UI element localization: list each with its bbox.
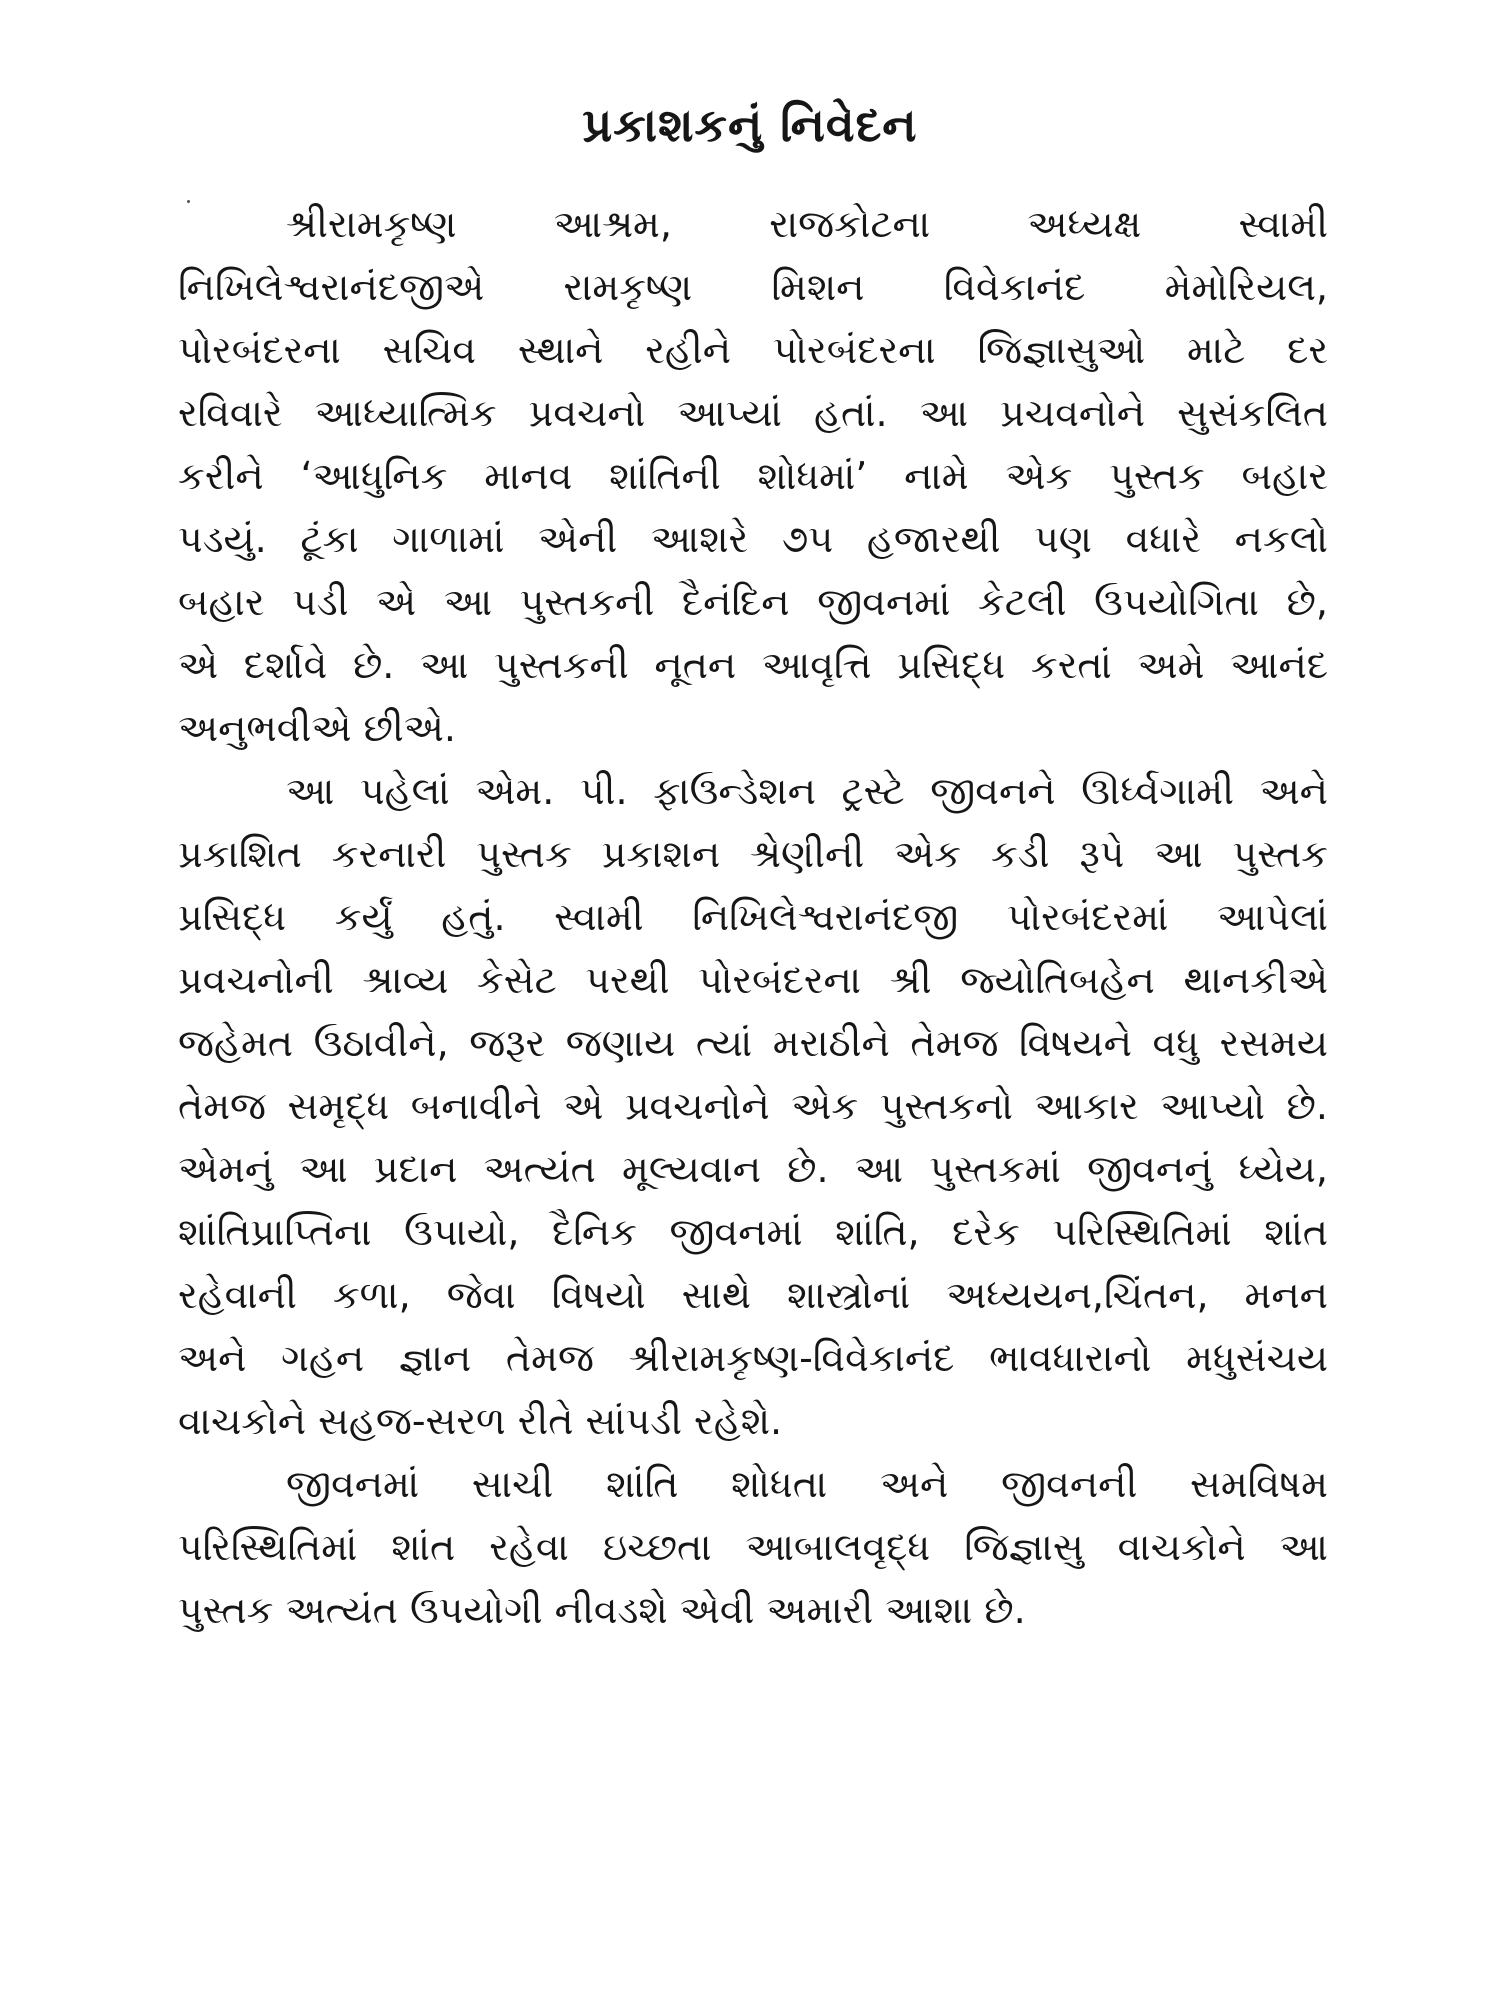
paragraph-1 — [178, 193, 1328, 760]
paragraph-2 — [178, 760, 1328, 1453]
text-line: પુસ્તક અત્યંત ઉપયોગી નીવડશે એવી અમારી આશા છે. — [178, 1588, 1026, 1632]
text-line: એમનું આ પ્રદાન અત્યંત મૂલ્યવાન છે. આ પુસ્તકમાં જીવનનું ધ્યેય, — [178, 1147, 1328, 1191]
text-line: નિખિલેશ્વરાનંદજીએ રામકૃષ્ણ મિશન વિવેકાનંદ મેમોરિયલ, — [178, 265, 1328, 309]
text-line: પડયું. ટૂંકા ગાળામાં એની આશરે ૭૫ હજારથી પણ વધારે નકલો — [178, 517, 1328, 561]
text-line: જીવનમાં સાચી શાંતિ શોધતા અને જીવનની સમવિષમ — [286, 1462, 1328, 1506]
text-line: બહાર પડી એ આ પુસ્તકની દૈનંદિન જીવનમાં કેટલી ઉપયોગિતા છે, — [178, 580, 1328, 624]
text-line: પ્રસિદ્ધ કર્યું હતું. સ્વામી નિખિલેશ્વરાનંદજી પોરબંદરમાં આપેલાં — [178, 895, 1328, 939]
text-line: જહેમત ઉઠાવીને, જરૂર જણાય ત્યાં મરાઠીને તેમજ વિષયને વધુ રસમય — [178, 1021, 1328, 1065]
text-line: પરિસ્થિતિમાં શાંત રહેવા ઇચ્છતા આબાલવૃદ્ધ જિજ્ઞાસુ વાચકોને આ — [178, 1525, 1328, 1569]
text-line: કરીને ‘આધુનિક માનવ શાંતિની શોધમાં’ નામે એક પુસ્તક બહાર — [178, 454, 1328, 498]
text-line: શ્રીરામકૃષ્ણ આશ્રમ, રાજકોટના અધ્યક્ષ સ્વામી — [286, 202, 1328, 246]
text-line: તેમજ સમૃદ્ધ બનાવીને એ પ્રવચનોને એક પુસ્તકનો આકાર આપ્યો છે. — [178, 1084, 1328, 1128]
text-line: રહેવાની કળા, જેવા વિષયો સાથે શાસ્ત્રોનાં અધ્યયન,ચિંતન, મનન — [178, 1273, 1328, 1317]
body-text — [178, 193, 1328, 1642]
page-title: પ્રકાશકનું નિવેદન — [582, 98, 918, 152]
text-line: પ્રકાશિત કરનારી પુસ્તક પ્રકાશન શ્રેણીની એક કડી રૂપે આ પુસ્તક — [178, 832, 1328, 876]
text-line: પોરબંદરના સચિવ સ્થાને રહીને પોરબંદરના જિજ્ઞાસુઓ માટે દર — [178, 328, 1328, 372]
text-line: શાંતિપ્રાપ્તિના ઉપાયો, દૈનિક જીવનમાં શાંતિ, દરેક પરિસ્થિતિમાં શાંત — [178, 1210, 1328, 1254]
text-line: વાચકોને સહજ-સરળ રીતે સાંપડી રહેશે. — [178, 1399, 783, 1443]
text-line: અને ગહન જ્ઞાન તેમજ શ્રીરામકૃષ્ણ-વિવેકાનંદ ભાવધારાનો મધુસંચય — [178, 1336, 1328, 1380]
text-line: રવિવારે આધ્યાત્મિક પ્રવચનો આપ્યાં હતાં. આ પ્રચવનોને સુસંકલિત — [178, 391, 1328, 435]
paragraph-3 — [178, 1453, 1328, 1642]
text-line: આ પહેલાં એમ. પી. ફાઉન્ડેશન ટ્રસ્ટે જીવનને ઊર્ધ્વગામી અને — [286, 769, 1328, 813]
text-line: પ્રવચનોની શ્રાવ્ય કેસેટ પરથી પોરબંદરના શ્રી જ્યોતિબહેન થાનકીએ — [178, 958, 1328, 1002]
text-line: એ દર્શાવે છે. આ પુસ્તકની નૂતન આવૃત્તિ પ્રસિદ્ધ કરતાં અમે આનંદ — [178, 643, 1328, 687]
text-line: અનુભવીએ છીએ. — [178, 706, 456, 750]
